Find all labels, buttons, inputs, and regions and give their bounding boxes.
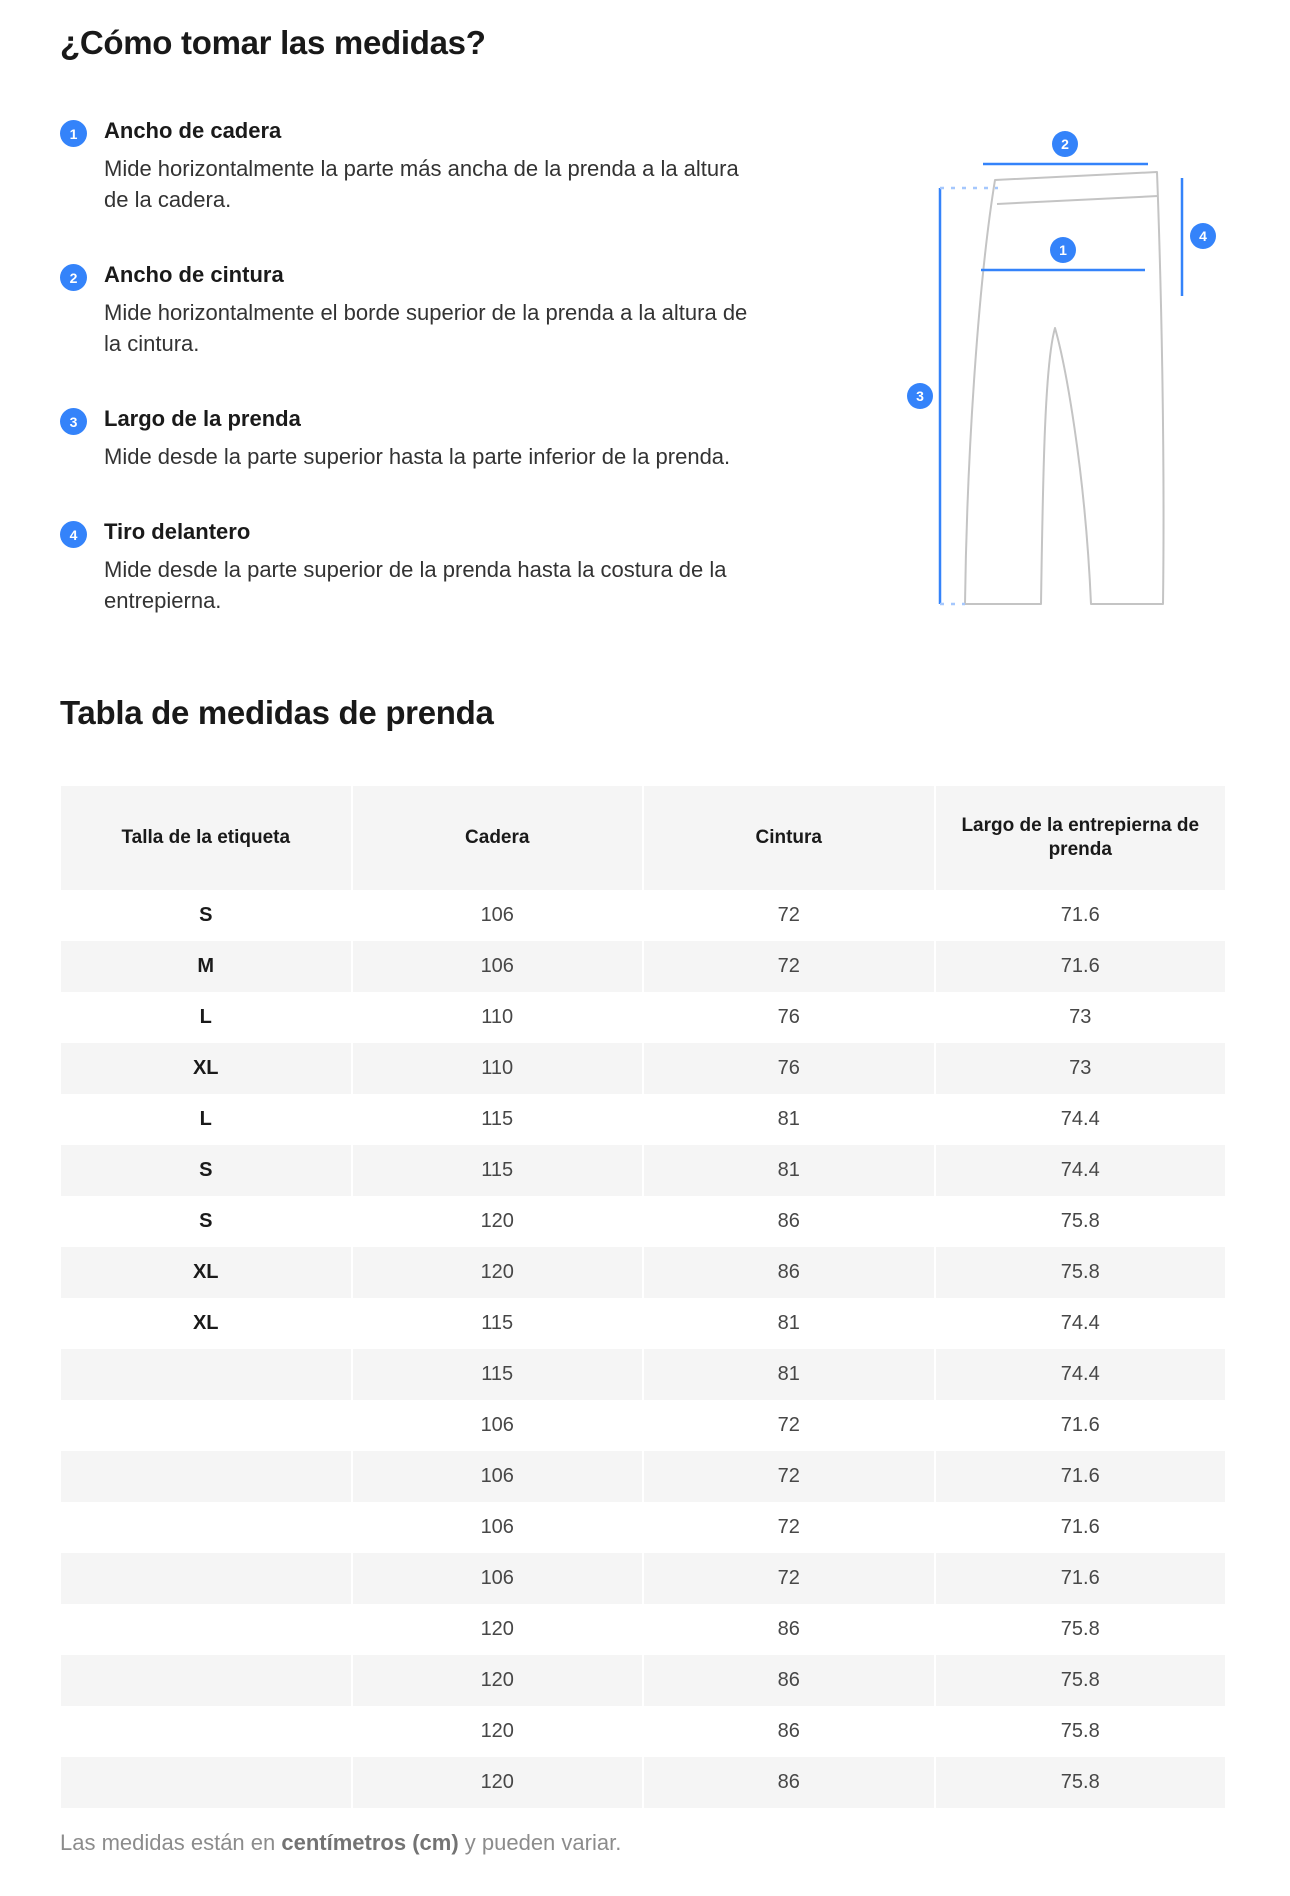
measure-cell: 71.6: [936, 1400, 1226, 1451]
measure-cell: 106: [353, 1502, 643, 1553]
measure-cell: 76: [644, 992, 934, 1043]
units-note-suffix: y pueden variar.: [458, 1830, 622, 1855]
measure-cell: 120: [353, 1196, 643, 1247]
pants-waistband-line: [997, 196, 1158, 204]
svg-text:2: 2: [1061, 136, 1069, 152]
measure-cell: 81: [644, 1094, 934, 1145]
measure-cell: 120: [353, 1247, 643, 1298]
measure-cell: 73: [936, 992, 1226, 1043]
table-row: [61, 1094, 1225, 1145]
measure-cell: 110: [353, 992, 643, 1043]
table-row: [61, 941, 1225, 992]
measure-cell: 72: [644, 1451, 934, 1502]
column-header: Largo de la entrepierna de prenda: [936, 786, 1226, 890]
measure-cell: 106: [353, 941, 643, 992]
pants-diagram: [895, 128, 1225, 628]
step-description: Mide horizontalmente la parte más ancha de la prenda a la altura de la cadera.: [104, 156, 739, 212]
size-label-cell: S: [61, 890, 351, 941]
size-label-cell: [61, 1400, 351, 1451]
measure-cell: 115: [353, 1145, 643, 1196]
size-label-cell: [61, 1757, 351, 1808]
measure-cell: 76: [644, 1043, 934, 1094]
size-label-cell: [61, 1502, 351, 1553]
measure-cell: 73: [936, 1043, 1226, 1094]
size-table-head: [61, 786, 1225, 890]
measure-cell: 115: [353, 1349, 643, 1400]
measure-cell: 86: [644, 1655, 934, 1706]
measure-cell: 71.6: [936, 1502, 1226, 1553]
size-label-cell: XL: [61, 1298, 351, 1349]
marker-4-rise-icon: [1190, 223, 1216, 249]
measure-cell: 106: [353, 890, 643, 941]
measure-cell: 106: [353, 1553, 643, 1604]
measure-cell: 72: [644, 941, 934, 992]
step-title: Tiro delantero: [104, 519, 251, 544]
measure-cell: 86: [644, 1706, 934, 1757]
step-title: Ancho de cadera: [104, 118, 282, 143]
instruction-step-3: [60, 406, 760, 472]
measure-cell: 71.6: [936, 941, 1226, 992]
step-text: [104, 262, 759, 359]
units-note-prefix: Las medidas están en: [60, 1830, 282, 1855]
measure-cell: 72: [644, 1553, 934, 1604]
size-label-cell: S: [61, 1145, 351, 1196]
measure-cell: 75.8: [936, 1655, 1226, 1706]
measure-cell: 71.6: [936, 890, 1226, 941]
step-number-badge: 3: [60, 408, 87, 435]
measure-cell: 86: [644, 1757, 934, 1808]
step-description: Mide desde la parte superior de la prenda hasta la costura de la entrepierna.: [104, 557, 727, 613]
table-row: [61, 890, 1225, 941]
table-row: [61, 1196, 1225, 1247]
measure-cell: 75.8: [936, 1757, 1226, 1808]
measure-cell: 74.4: [936, 1145, 1226, 1196]
step-description: Mide horizontalmente el borde superior de la prenda a la altura de la cintura.: [104, 300, 748, 356]
measure-cell: 75.8: [936, 1247, 1226, 1298]
table-row: [61, 1655, 1225, 1706]
step-text: [104, 519, 759, 616]
table-row: [61, 1757, 1225, 1808]
header-row: [61, 786, 1225, 890]
size-label-cell: [61, 1349, 351, 1400]
measure-cell: 74.4: [936, 1298, 1226, 1349]
table-title: Tabla de medidas de prenda: [60, 694, 494, 731]
size-label-cell: [61, 1553, 351, 1604]
units-note-bold: centímetros (cm): [281, 1830, 459, 1855]
size-label-cell: [61, 1604, 351, 1655]
column-header: Talla de la etiqueta: [61, 786, 351, 890]
measure-cell: 115: [353, 1094, 643, 1145]
pants-diagram-svg: [895, 128, 1225, 628]
step-description: Mide desde la parte superior hasta la parte inferior de la prenda.: [104, 444, 731, 469]
measure-cell: 106: [353, 1451, 643, 1502]
size-table-body: [61, 890, 1225, 1808]
size-label-cell: [61, 1655, 351, 1706]
measure-cell: 72: [644, 890, 934, 941]
marker-1-hip-icon: [1050, 237, 1076, 263]
measure-cell: 115: [353, 1298, 643, 1349]
marker-2-waist-icon: [1052, 131, 1078, 157]
measure-cell: 86: [644, 1247, 934, 1298]
table-row: [61, 1043, 1225, 1094]
step-number-badge: 2: [60, 264, 87, 291]
measure-cell: 71.6: [936, 1553, 1226, 1604]
measure-cell: 86: [644, 1604, 934, 1655]
measure-cell: 74.4: [936, 1094, 1226, 1145]
step-title: Largo de la prenda: [104, 406, 301, 431]
size-label-cell: [61, 1706, 351, 1757]
units-note: [60, 1830, 621, 1856]
table-row: [61, 1400, 1225, 1451]
instructions-list: [60, 118, 760, 663]
how-to-title: ¿Cómo tomar las medidas?: [60, 24, 486, 61]
table-row: [61, 1706, 1225, 1757]
instruction-step-1: [60, 118, 760, 215]
measure-cell: 71.6: [936, 1451, 1226, 1502]
instruction-step-4: [60, 519, 760, 616]
table-row: [61, 1247, 1225, 1298]
measure-cell: 86: [644, 1196, 934, 1247]
svg-text:3: 3: [916, 388, 924, 404]
measure-cell: 120: [353, 1706, 643, 1757]
step-number-badge: 4: [60, 521, 87, 548]
step-title: Ancho de cintura: [104, 262, 284, 287]
table-row: [61, 1451, 1225, 1502]
size-label-cell: [61, 1451, 351, 1502]
table-row: [61, 1145, 1225, 1196]
table-row: [61, 1604, 1225, 1655]
size-label-cell: L: [61, 992, 351, 1043]
measure-cell: 120: [353, 1604, 643, 1655]
measure-cell: 81: [644, 1349, 934, 1400]
size-table: [59, 786, 1227, 1808]
table-row: [61, 1298, 1225, 1349]
size-label-cell: L: [61, 1094, 351, 1145]
measure-cell: 74.4: [936, 1349, 1226, 1400]
table-row: [61, 1349, 1225, 1400]
measure-cell: 81: [644, 1145, 934, 1196]
size-label-cell: XL: [61, 1043, 351, 1094]
column-header: Cintura: [644, 786, 934, 890]
table-row: [61, 1553, 1225, 1604]
table-row: [61, 1502, 1225, 1553]
svg-text:1: 1: [1059, 242, 1067, 258]
measure-cell: 120: [353, 1655, 643, 1706]
marker-3-length-icon: [907, 383, 933, 409]
step-text: [104, 406, 730, 472]
measure-cell: 75.8: [936, 1604, 1226, 1655]
measure-cell: 81: [644, 1298, 934, 1349]
size-label-cell: XL: [61, 1247, 351, 1298]
instruction-step-2: [60, 262, 760, 359]
size-label-cell: S: [61, 1196, 351, 1247]
measure-cell: 72: [644, 1502, 934, 1553]
measure-cell: 72: [644, 1400, 934, 1451]
measure-cell: 106: [353, 1400, 643, 1451]
svg-text:4: 4: [1199, 228, 1207, 244]
table-row: [61, 992, 1225, 1043]
column-header: Cadera: [353, 786, 643, 890]
measure-cell: 75.8: [936, 1196, 1226, 1247]
pants-outline: [965, 172, 1164, 604]
step-number-badge: 1: [60, 120, 87, 147]
size-label-cell: M: [61, 941, 351, 992]
measure-cell: 120: [353, 1757, 643, 1808]
measure-cell: 75.8: [936, 1706, 1226, 1757]
measure-cell: 110: [353, 1043, 643, 1094]
step-text: [104, 118, 759, 215]
